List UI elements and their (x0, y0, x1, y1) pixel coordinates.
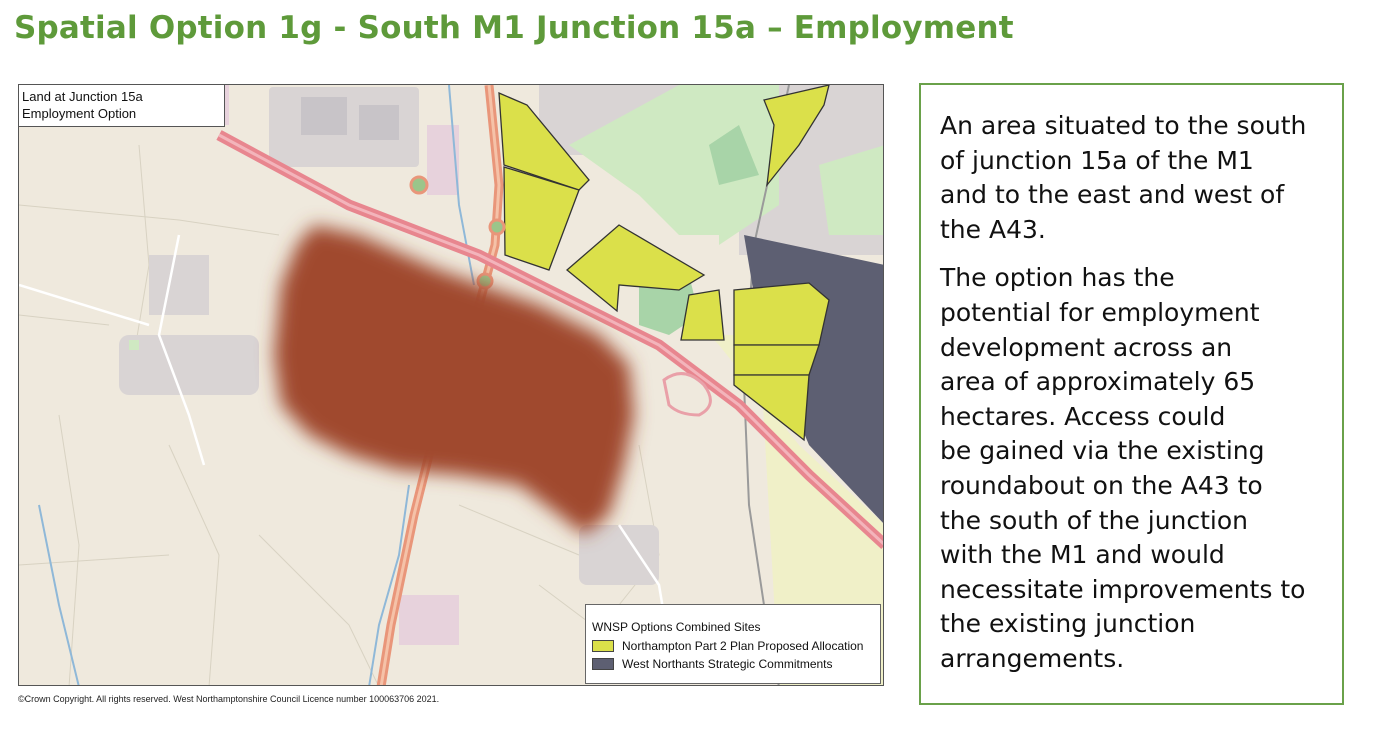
desc-line: necessitate improvements to (940, 574, 1306, 604)
desc-line: potential for employment (940, 297, 1260, 327)
legend-swatch-allocation (592, 640, 614, 652)
desc-line: the A43. (940, 214, 1046, 244)
allocation-site-5 (734, 283, 829, 345)
desc-line: area of approximately 65 (940, 367, 1256, 397)
map-label-box (19, 85, 225, 127)
desc-line: with the M1 and would (940, 540, 1225, 570)
map-label-line1: Land at Junction 15a (22, 89, 143, 104)
legend-label: Northampton Part 2 Plan Proposed Allocation (622, 639, 864, 653)
legend-label: West Northants Strategic Commitments (622, 657, 833, 671)
map-label-line2: Employment Option (22, 106, 137, 121)
legend-item-allocation (592, 637, 874, 655)
desc-line: be gained via the existing (940, 436, 1265, 466)
description-box (919, 83, 1344, 705)
desc-line: of junction 15a of the M1 (940, 145, 1254, 175)
description-paragraph-2 (940, 261, 1324, 676)
legend-title: WNSP Options Combined Sites (592, 620, 761, 634)
map-legend (585, 604, 881, 684)
map-canvas (19, 85, 884, 686)
desc-line: An area situated to the south (940, 111, 1307, 140)
page-title: Spatial Option 1g - South M1 Junction 15a – Employment (14, 10, 1014, 46)
desc-line: arrangements. (940, 643, 1125, 673)
legend-swatch-commitment (592, 658, 614, 670)
desc-line: the south of the junction (940, 505, 1249, 535)
map-panel[interactable] (18, 84, 884, 686)
desc-line: and to the east and west of (940, 180, 1285, 210)
desc-line: the existing junction (940, 609, 1196, 639)
desc-line: The option has the (940, 263, 1175, 293)
desc-line: roundabout on the A43 to (940, 470, 1263, 500)
allocation-site-6 (734, 345, 819, 375)
description-paragraph-1 (940, 109, 1324, 247)
copyright-notice: ©Crown Copyright. All rights reserved. West Northamptonshire Council Licence number 100063706 2021. (18, 694, 440, 704)
legend-item-commitment (592, 655, 874, 673)
desc-line: development across an (940, 332, 1233, 362)
desc-line: hectares. Access could (940, 401, 1226, 431)
